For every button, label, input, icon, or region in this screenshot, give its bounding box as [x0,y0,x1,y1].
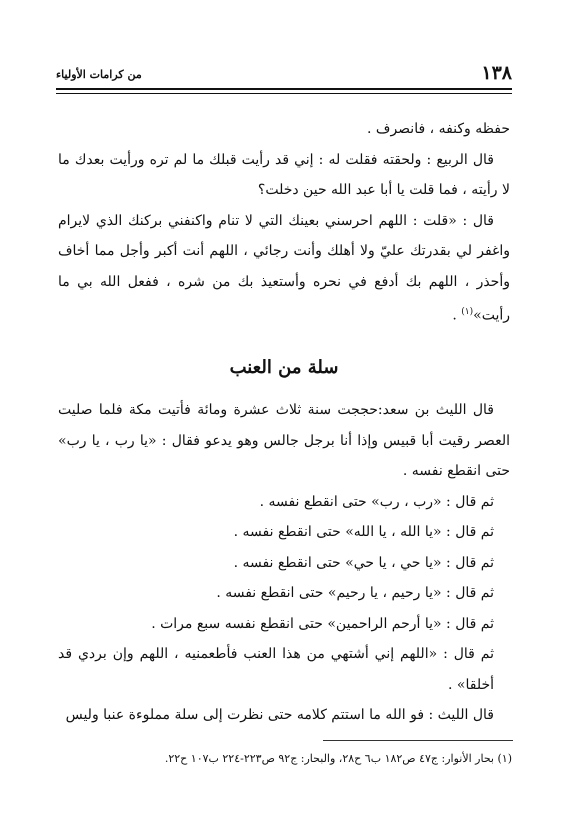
footnote: (١) بحار الأنوار: ج٤٧ ص١٨٢ ب٦ ح٢٨، والبحار: ج٩٢ ص٢٢٣-٢٢٤ ب١٠٧ ح٢٢. [164,752,512,765]
story-line: ثم قال : «يا أرحم الراحمين» حتى انقطع نفسه سبع مرات . [151,615,494,632]
paragraph-rabi: قال الربيع : ولحقته فقلت له : إني قد رأيت قبلك ما لم تره ورأيت بعدك ما لا رأيته ، فما قلت يا أبا عبد الله حين دخلت؟ [58,151,510,198]
paragraph-prayer [58,206,510,332]
story-intro: قال الليث بن سعد:حججت سنة ثلاث عشرة ومائة فأتيت مكة فلما صليت العصر رقيت أبا قبيس وإذا أنا برجل جالس وهو يدعو فقال : «يا رب ، يا رب» حتى انقطع نفسه . [58,402,510,480]
footnote-separator [323,740,513,741]
running-header [56,60,512,88]
story-line: ثم قال : «يا الله ، يا الله» حتى انقطع نفسه . [233,524,494,541]
prayer-end: . [452,307,462,324]
story-line: ثم قال : «اللهم إني أشتهي من هذا العنب فأطعمنيه ، اللهم وإن بردي قد أخلقا» . [58,646,494,693]
footnote-marker: (١) [461,307,474,317]
header-rule-thick [56,88,512,90]
story-line: ثم قال : «يا حي ، يا حي» حتى انقطع نفسه . [233,554,494,571]
running-title: من كرامات الأولياء [56,68,142,81]
main-text [58,114,510,731]
header-rule-thin [56,93,512,94]
section-heading: سلة من العنب [229,357,339,379]
story-line: ثم قال : «رب ، رب» حتى انقطع نفسه . [259,493,494,510]
story-line: قال الليث : فو الله ما استتم كلامه حتى نظرت إلى سلة مملوءة عنبا وليس [65,707,494,724]
story-line: ثم قال : «يا رحيم ، يا رحيم» حتى انقطع نفسه . [216,585,494,602]
paragraph-continuation: حفظه وكنفه ، فانصرف . [367,121,510,137]
prayer-text: قال : «قلت : اللهم احرسني بعينك التي لا تنام واكنفني بركنك الذي لايرام واغفر لي بقدرتك عليّ ولا أهلك وأنت رجائي ، اللهم أنت أكبر وأجل مما أخاف وأحذر ، اللهم بك أدفع في نحره وأستعيذ بك من شره ، ففعل الله بي ما رأيت» [58,212,510,324]
page-number: ١٣٨ [481,62,512,84]
